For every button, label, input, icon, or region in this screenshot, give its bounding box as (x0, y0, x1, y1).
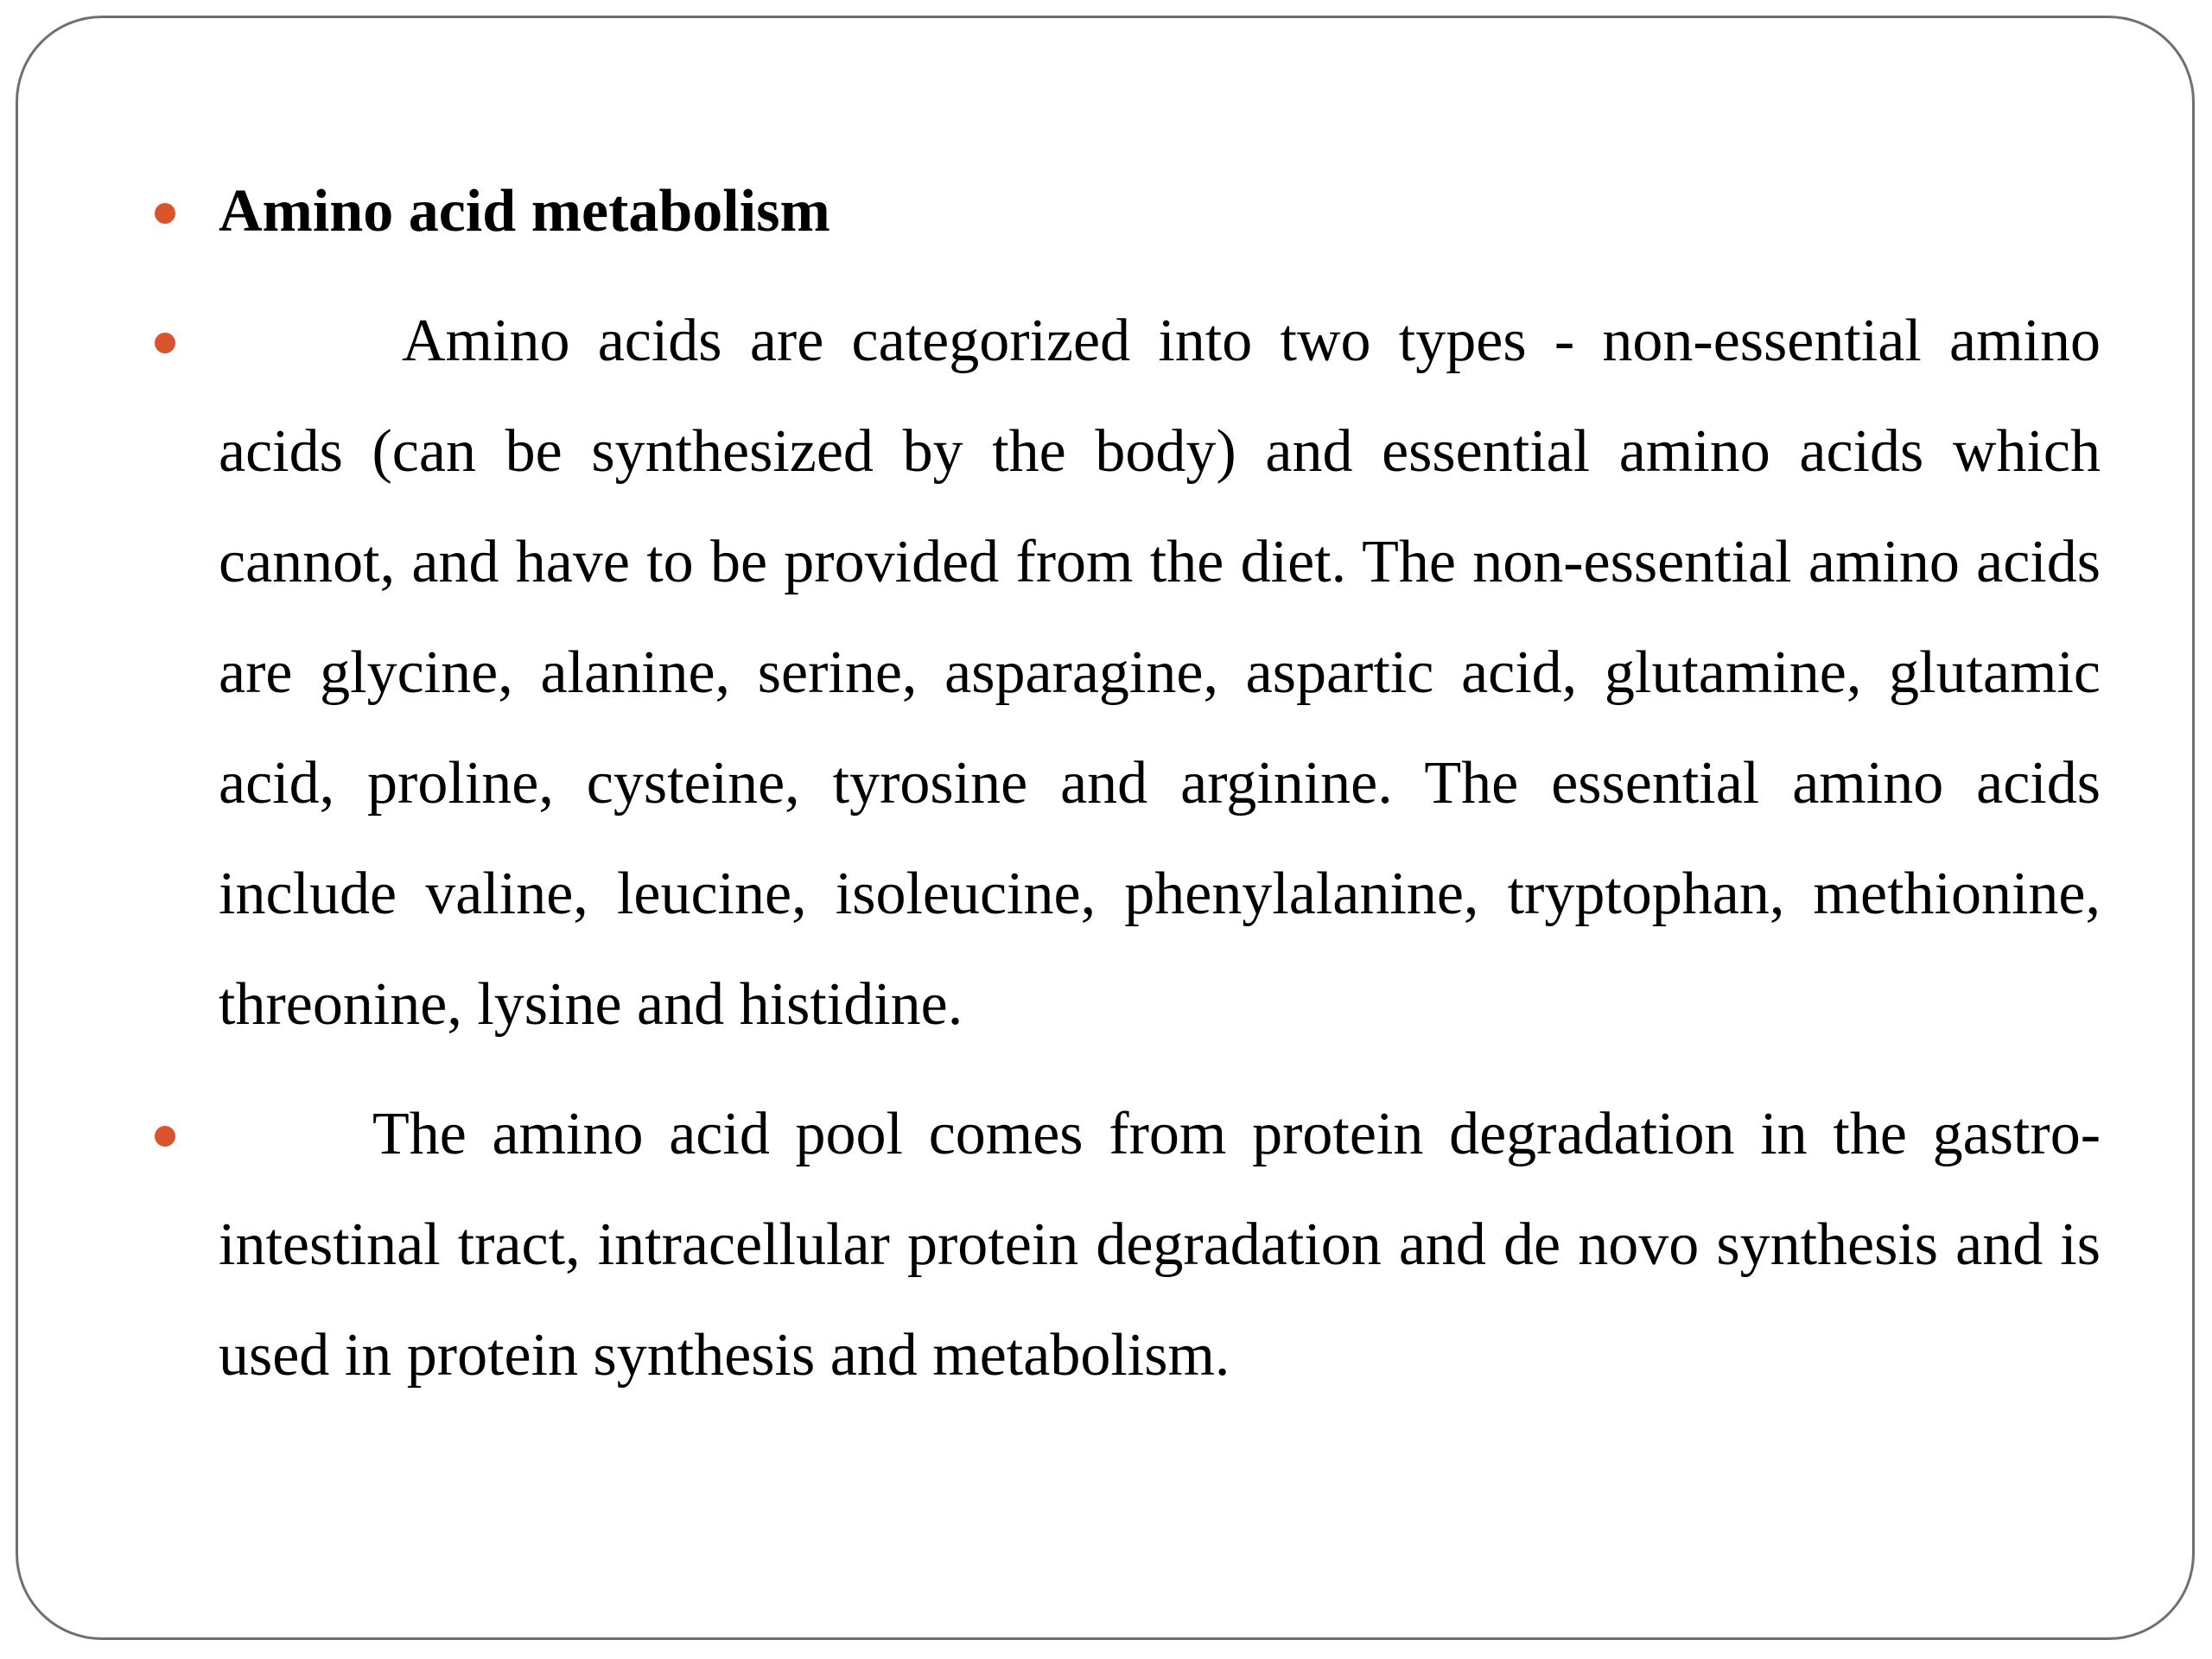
paragraph-text: Amino acids are categorized into two types - non-essential amino acids (can be synthesized by the body) and essential amino acids which cannot, and have to be provided from the diet. The non-essential amino acids are glycine, alanine, serine, asparagine, aspartic acid, glutamine, glutamic acid, proline, cysteine, tyrosine and arginine. The essential amino acids include valine, leucine, isoleucine, phenylalanine, tryptophan, methionine, threonine, lysine and histidine. (219, 308, 2101, 1038)
slide-frame (16, 16, 2195, 1640)
bullet-paragraph-amino-acid-types (148, 286, 2101, 1060)
bullet-dot-icon (155, 333, 175, 353)
bullet-paragraph-amino-acid-pool (148, 1079, 2101, 1411)
bullet-dot-icon (155, 1126, 175, 1147)
bullet-list (148, 156, 2101, 1430)
paragraph-text: The amino acid pool comes from protein degradation in the gastro-intestinal tract, intracellular protein degradation and de novo synthesis and is used in protein synthesis and metabolism. (219, 1101, 2101, 1389)
heading-text: Amino acid metabolism (219, 178, 830, 245)
bullet-heading (148, 156, 2101, 267)
bullet-dot-icon (155, 203, 175, 224)
